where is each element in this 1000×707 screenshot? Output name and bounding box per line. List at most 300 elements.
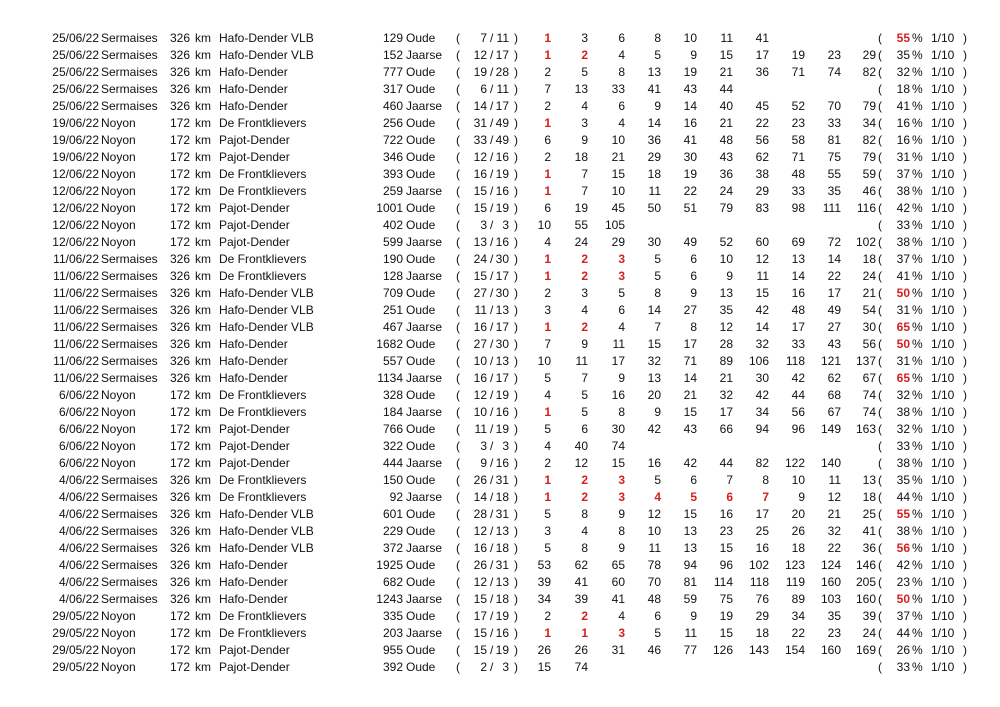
club-cell: Pajot-Dender [219,643,290,657]
date-cell: 19/06/22 [52,133,99,147]
count-cell: 557 [382,354,403,368]
position-cell: 10 [791,473,805,487]
fraction-cell: 1/10 [931,235,955,249]
close-paren: ) [963,626,967,640]
open-paren: ( [456,405,460,419]
position-cell: 5 [581,388,588,402]
position-cell: 6 [654,609,661,623]
position-cell: 4 [581,524,588,538]
percent-cell: 56 [896,541,910,555]
position-cell: 81 [827,133,841,147]
ratio-a-cell: 3 [480,218,487,232]
unit-cell: km [195,592,211,606]
ratio-slash: / [490,31,494,45]
position-cell: 9 [690,286,697,300]
count-cell: 346 [382,150,403,164]
position-cell: 15 [683,405,697,419]
ratio-b-cell: 18 [495,490,509,504]
club-cell: Hafo-Dender [219,65,288,79]
ratio-b-cell: 16 [495,405,509,419]
fraction-cell: 1/10 [931,184,955,198]
percent-sign: % [912,337,923,351]
open-paren: ( [456,422,460,436]
close-paren: ) [963,507,967,521]
position-cell: 18 [862,252,876,266]
open-paren: ( [456,201,460,215]
percent-cell: 32 [896,388,910,402]
open-paren: ( [456,439,460,453]
fraction-cell: 1/10 [931,218,955,232]
close-paren: ) [514,558,518,572]
distance-cell: 326 [169,507,190,521]
place-cell: Noyon [101,660,136,674]
distance-cell: 326 [169,558,190,572]
fraction-cell: 1/10 [931,660,955,674]
ratio-a-cell: 12 [473,524,487,538]
position-cell: 53 [537,558,551,572]
count-cell: 152 [382,48,403,62]
open-paren: ( [878,150,882,164]
count-cell: 203 [382,626,403,640]
close-paren: ) [963,337,967,351]
position-cell: 13 [683,541,697,555]
place-cell: Noyon [101,184,136,198]
place-cell: Sermaises [101,320,158,334]
ratio-a-cell: 27 [473,337,487,351]
place-cell: Sermaises [101,575,158,589]
ratio-b-cell: 11 [496,31,509,45]
position-cell: 15 [611,167,625,181]
open-paren: ( [456,490,460,504]
distance-cell: 172 [169,167,190,181]
club-cell: Pajot-Dender [219,660,290,674]
club-cell: Hafo-Dender [219,371,288,385]
position-cell: 43 [719,150,733,164]
place-cell: Sermaises [101,65,158,79]
open-paren: ( [878,371,882,385]
position-cell: 2 [581,609,588,623]
percent-cell: 26 [896,643,910,657]
place-cell: Noyon [101,116,136,130]
position-cell: 17 [719,405,733,419]
date-cell: 29/05/22 [52,609,99,623]
open-paren: ( [456,320,460,334]
ratio-slash: / [490,626,494,640]
position-cell: 7 [726,473,733,487]
ratio-b-cell: 49 [495,116,509,130]
position-cell: 36 [719,167,733,181]
ratio-b-cell: 3 [502,218,509,232]
date-cell: 11/06/22 [53,286,99,300]
position-cell: 19 [683,167,697,181]
date-cell: 25/06/22 [52,99,99,113]
date-cell: 12/06/22 [52,201,99,215]
position-cell: 11 [684,626,697,640]
percent-sign: % [912,405,923,419]
percent-sign: % [912,82,923,96]
position-cell: 21 [611,150,625,164]
ratio-slash: / [490,99,494,113]
date-cell: 19/06/22 [52,116,99,130]
fraction-cell: 1/10 [931,507,955,521]
position-cell: 79 [862,99,876,113]
category-cell: Oude [406,218,436,232]
position-cell: 60 [611,575,625,589]
club-cell: Hafo-Dender VLB [219,320,314,334]
position-cell: 48 [791,303,805,317]
ratio-a-cell: 12 [473,575,487,589]
distance-cell: 172 [169,422,190,436]
position-cell: 49 [683,235,697,249]
ratio-slash: / [490,473,494,487]
distance-cell: 326 [169,575,190,589]
position-cell: 9 [726,269,733,283]
unit-cell: km [195,473,211,487]
place-cell: Sermaises [101,473,158,487]
close-paren: ) [514,184,518,198]
position-cell: 32 [647,354,661,368]
club-cell: Pajot-Dender [219,456,290,470]
position-cell: 15 [611,456,625,470]
position-cell: 5 [544,541,551,555]
position-cell: 24 [862,269,876,283]
position-cell: 26 [574,643,588,657]
ratio-slash: / [490,439,494,453]
place-cell: Sermaises [101,252,158,266]
position-cell: 9 [798,490,805,504]
fraction-cell: 1/10 [931,252,955,266]
percent-cell: 50 [896,592,910,606]
unit-cell: km [195,609,211,623]
position-cell: 13 [862,473,876,487]
distance-cell: 172 [169,626,190,640]
ratio-slash: / [490,201,494,215]
open-paren: ( [878,303,882,317]
close-paren: ) [514,150,518,164]
category-cell: Oude [406,643,436,657]
position-cell: 56 [791,405,805,419]
place-cell: Sermaises [101,541,158,555]
position-cell: 5 [690,490,697,504]
position-cell: 48 [647,592,661,606]
open-paren: ( [456,218,460,232]
fraction-cell: 1/10 [931,150,955,164]
position-cell: 2 [544,609,551,623]
ratio-b-cell: 30 [495,337,509,351]
position-cell: 19 [683,65,697,79]
position-cell: 12 [755,252,769,266]
position-cell: 19 [574,201,588,215]
percent-cell: 33 [896,439,910,453]
unit-cell: km [195,218,211,232]
fraction-cell: 1/10 [931,99,955,113]
position-cell: 42 [683,456,697,470]
percent-sign: % [912,609,923,623]
position-cell: 6 [581,422,588,436]
position-cell: 6 [726,490,733,504]
distance-cell: 172 [169,150,190,164]
open-paren: ( [878,609,882,623]
close-paren: ) [963,303,967,317]
open-paren: ( [878,388,882,402]
position-cell: 17 [791,320,805,334]
percent-sign: % [912,116,923,130]
position-cell: 20 [791,507,805,521]
position-cell: 5 [654,252,661,266]
percent-sign: % [912,252,923,266]
place-cell: Sermaises [101,303,158,317]
close-paren: ) [963,31,967,45]
position-cell: 21 [827,507,841,521]
position-cell: 2 [581,320,588,334]
club-cell: De Frontklievers [219,116,307,130]
position-cell: 2 [581,269,588,283]
table-row [0,149,1000,166]
position-cell: 39 [537,575,551,589]
position-cell: 9 [618,507,625,521]
count-cell: 1001 [376,201,403,215]
category-cell: Jaarse [406,405,443,419]
open-paren: ( [456,337,460,351]
date-cell: 4/06/22 [58,473,99,487]
open-paren: ( [456,184,460,198]
percent-cell: 18 [896,82,910,96]
close-paren: ) [514,439,518,453]
distance-cell: 326 [169,337,190,351]
date-cell: 4/06/22 [58,490,99,504]
position-cell: 96 [719,558,733,572]
percent-cell: 44 [896,490,910,504]
ratio-a-cell: 10 [473,405,487,419]
position-cell: 6 [618,31,625,45]
position-cell: 6 [618,303,625,317]
close-paren: ) [963,422,967,436]
category-cell: Oude [406,303,436,317]
percent-sign: % [912,473,923,487]
position-cell: 71 [683,354,697,368]
unit-cell: km [195,422,211,436]
position-cell: 12 [574,456,588,470]
close-paren: ) [963,490,967,504]
ratio-slash: / [490,116,494,130]
category-cell: Jaarse [406,269,443,283]
position-cell: 29 [755,184,769,198]
percent-cell: 55 [896,31,910,45]
ratio-b-cell: 49 [495,133,509,147]
position-cell: 17 [755,507,769,521]
distance-cell: 326 [169,82,190,96]
date-cell: 12/06/22 [52,167,99,181]
category-cell: Oude [406,524,436,538]
position-cell: 23 [791,116,805,130]
position-cell: 77 [683,643,697,657]
close-paren: ) [963,592,967,606]
ratio-b-cell: 19 [495,643,509,657]
open-paren: ( [878,473,882,487]
ratio-slash: / [490,269,494,283]
count-cell: 229 [382,524,403,538]
ratio-a-cell: 7 [480,31,487,45]
ratio-b-cell: 17 [495,269,509,283]
table-row [0,353,1000,370]
category-cell: Oude [406,252,436,266]
unit-cell: km [195,320,211,334]
position-cell: 54 [862,303,876,317]
distance-cell: 172 [169,456,190,470]
percent-sign: % [912,235,923,249]
position-cell: 76 [755,592,769,606]
date-cell: 11/06/22 [53,337,99,351]
open-paren: ( [878,167,882,181]
club-cell: Hafo-Dender [219,82,288,96]
table-row [0,574,1000,591]
position-cell: 1 [544,405,551,419]
close-paren: ) [514,626,518,640]
close-paren: ) [963,133,967,147]
close-paren: ) [514,116,518,130]
position-cell: 10 [683,31,697,45]
position-cell: 10 [611,133,625,147]
open-paren: ( [878,354,882,368]
table-row [0,64,1000,81]
percent-sign: % [912,184,923,198]
date-cell: 4/06/22 [58,558,99,572]
position-cell: 55 [574,218,588,232]
fraction-cell: 1/10 [931,371,955,385]
close-paren: ) [514,473,518,487]
ratio-slash: / [490,150,494,164]
close-paren: ) [963,65,967,79]
position-cell: 42 [755,303,769,317]
table-row [0,234,1000,251]
percent-sign: % [912,507,923,521]
close-paren: ) [963,82,967,96]
date-cell: 6/06/22 [58,422,99,436]
position-cell: 119 [785,575,805,589]
place-cell: Noyon [101,150,136,164]
position-cell: 5 [581,405,588,419]
position-cell: 118 [749,575,769,589]
position-cell: 2 [544,150,551,164]
position-cell: 118 [785,354,805,368]
position-cell: 27 [827,320,841,334]
count-cell: 317 [382,82,403,96]
date-cell: 25/06/22 [52,31,99,45]
position-cell: 4 [618,116,625,130]
position-cell: 3 [581,31,588,45]
category-cell: Oude [406,82,436,96]
position-cell: 7 [654,320,661,334]
unit-cell: km [195,405,211,419]
position-cell: 1 [544,269,551,283]
category-cell: Jaarse [406,235,443,249]
position-cell: 38 [755,167,769,181]
close-paren: ) [514,201,518,215]
place-cell: Noyon [101,388,136,402]
place-cell: Sermaises [101,354,158,368]
place-cell: Sermaises [101,48,158,62]
count-cell: 1925 [376,558,403,572]
position-cell: 12 [827,490,841,504]
position-cell: 3 [544,524,551,538]
ratio-a-cell: 2 [480,660,487,674]
position-cell: 41 [755,31,769,45]
open-paren: ( [878,541,882,555]
ratio-b-cell: 18 [495,541,509,555]
table-row [0,319,1000,336]
close-paren: ) [963,473,967,487]
position-cell: 11 [720,31,733,45]
distance-cell: 172 [169,133,190,147]
position-cell: 16 [611,388,625,402]
place-cell: Noyon [101,609,136,623]
open-paren: ( [878,48,882,62]
position-cell: 4 [618,320,625,334]
fraction-cell: 1/10 [931,354,955,368]
category-cell: Oude [406,133,436,147]
ratio-b-cell: 19 [495,167,509,181]
fraction-cell: 1/10 [931,558,955,572]
position-cell: 13 [647,371,661,385]
open-paren: ( [456,660,460,674]
position-cell: 8 [690,320,697,334]
position-cell: 9 [581,337,588,351]
percent-sign: % [912,422,923,436]
position-cell: 11 [828,473,841,487]
ratio-b-cell: 13 [495,575,509,589]
close-paren: ) [963,286,967,300]
position-cell: 74 [862,388,876,402]
position-cell: 2 [544,65,551,79]
position-cell: 116 [856,201,876,215]
position-cell: 30 [862,320,876,334]
position-cell: 14 [683,371,697,385]
percent-cell: 65 [896,371,910,385]
close-paren: ) [514,65,518,79]
ratio-a-cell: 31 [473,116,487,130]
position-cell: 13 [683,524,697,538]
position-cell: 33 [611,82,625,96]
count-cell: 184 [382,405,403,419]
percent-sign: % [912,371,923,385]
position-cell: 7 [581,184,588,198]
position-cell: 14 [647,303,661,317]
percent-sign: % [912,99,923,113]
percent-sign: % [912,558,923,572]
count-cell: 1134 [377,371,403,385]
open-paren: ( [878,643,882,657]
open-paren: ( [456,150,460,164]
position-cell: 1 [544,167,551,181]
position-cell: 30 [755,371,769,385]
club-cell: Hafo-Dender VLB [219,31,314,45]
fraction-cell: 1/10 [931,490,955,504]
close-paren: ) [514,167,518,181]
distance-cell: 326 [169,99,190,113]
close-paren: ) [963,643,967,657]
percent-sign: % [912,354,923,368]
percent-cell: 31 [896,150,910,164]
ratio-a-cell: 12 [473,48,487,62]
count-cell: 1682 [376,337,403,351]
table-row [0,489,1000,506]
position-cell: 71 [791,150,805,164]
position-cell: 25 [862,507,876,521]
position-cell: 123 [784,558,805,572]
position-cell: 74 [862,405,876,419]
percent-cell: 32 [896,65,910,79]
open-paren: ( [456,31,460,45]
